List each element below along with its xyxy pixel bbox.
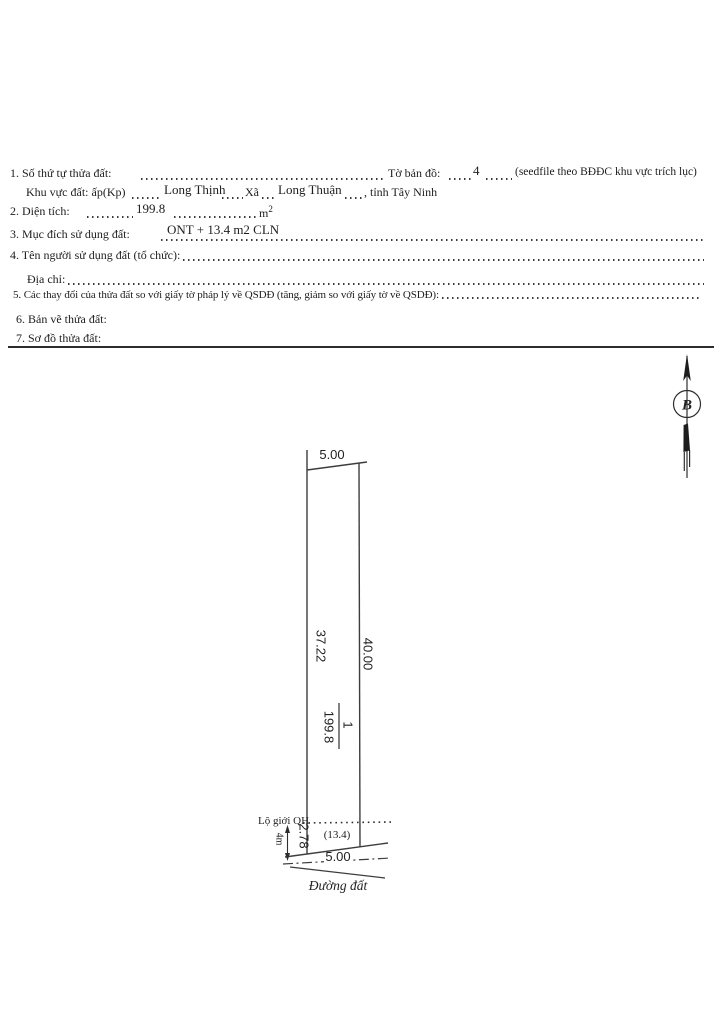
field-land-use-value: ONT + 13.4 m2 CLN [167, 222, 280, 237]
seedfile-note: (seedfile theo BĐĐC khu vực trích lục) [515, 166, 697, 178]
field-changes-label: 5. Các thay đổi của thửa đất so với giấy tờ pháp lý về QSDĐ (tăng, giảm so với giấy tờ về QSDĐ): [13, 289, 439, 301]
planning-boundary-label: Lộ giới QH [258, 815, 310, 827]
field-land-use-label: 3. Mục đích sử dụng đất: [10, 227, 130, 241]
field-area-zone-label: Khu vực đất: ấp(Kp) [26, 185, 126, 199]
parcel-top-edge [307, 462, 367, 470]
field-drawing-label: 6. Bản vẽ thửa đất: [16, 312, 107, 326]
left-length-dimension: 37.22 [313, 629, 329, 663]
field-map-sheet-label: Tờ bản đồ: [388, 166, 441, 180]
north-arrow [674, 354, 701, 478]
field-province-text: , tỉnh Tây Ninh [364, 185, 438, 199]
field-address-label: Địa chỉ: [27, 272, 66, 286]
setback-dimension-label: 4m [273, 832, 285, 846]
field-sketch-label: 7. Sơ đồ thửa đất: [16, 331, 102, 345]
field-area-value: 199.8 [136, 201, 166, 216]
parcel-right-edge [359, 463, 360, 847]
north-letter: B [681, 397, 693, 414]
strip-length-dimension: 2.78 [296, 823, 312, 849]
setback-dimension-arrow [285, 825, 290, 861]
field-commune-value: Long Thuận [278, 182, 342, 197]
road-far-edge [290, 867, 385, 878]
parcel-number-label: 1 [340, 721, 356, 729]
bottom-width-dimension: 5.00 [325, 849, 351, 864]
strip-area-label: (13.4) [323, 829, 351, 841]
field-area-label: 2. Diện tích: [10, 204, 70, 218]
unit-m: m [259, 206, 269, 220]
road-label: Đường đất [308, 878, 368, 893]
right-length-dimension: 40.00 [360, 637, 376, 671]
north-arrow-fletch [683, 424, 690, 453]
field-hamlet-value: Long Thịnh [164, 182, 226, 197]
field-parcel-number-label: 1. Số thứ tự thửa đất: [10, 166, 112, 180]
field-owner-label: 4. Tên người sử dụng đất (tổ chức): [10, 248, 181, 262]
field-map-sheet-value: 4 [473, 163, 480, 178]
top-width-dimension: 5.00 [319, 447, 345, 462]
unit-sup: 2 [268, 204, 273, 214]
field-commune-label: Xã [245, 185, 259, 199]
planning-boundary-dotted-line [303, 822, 393, 823]
parcel-area-label: 199.8 [321, 710, 337, 744]
